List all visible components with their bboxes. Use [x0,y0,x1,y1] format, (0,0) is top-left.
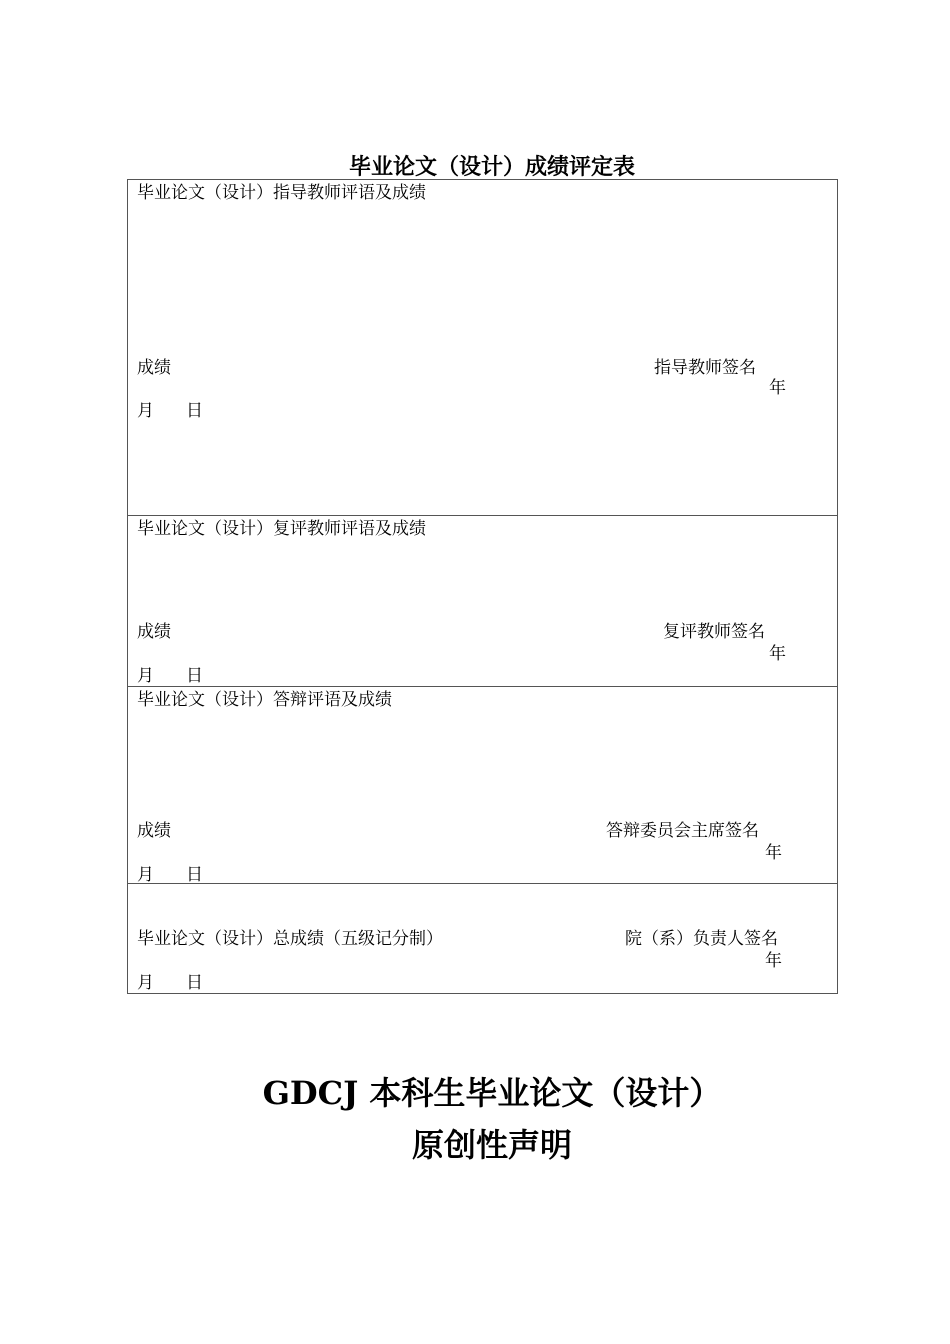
dean-signature-label: 院（系）负责人签名 [625,929,778,949]
total-month-label: 月 [137,973,154,993]
reviewer-grade-label: 成绩 [137,622,171,642]
reviewer-section-heading: 毕业论文（设计）复评教师评语及成绩 [137,519,426,539]
defense-section [128,686,837,884]
defense-year-label: 年 [765,843,782,863]
declaration-title-line2: 原创性声明 [411,1126,572,1164]
total-day-label: 日 [186,973,203,993]
advisor-year-label: 年 [769,378,786,398]
advisor-month-label: 月 [137,401,154,421]
defense-day-label: 日 [186,865,203,885]
total-grade-heading: 毕业论文（设计）总成绩（五级记分制） [137,929,443,949]
total-grade-section [128,883,837,993]
advisor-grade-label: 成绩 [137,358,171,378]
advisor-section [128,180,837,516]
reviewer-year-label: 年 [769,644,786,664]
defense-section-heading: 毕业论文（设计）答辩评语及成绩 [137,690,392,710]
reviewer-signature-label: 复评教师签名 [663,622,765,642]
defense-signature-label: 答辩委员会主席签名 [606,821,759,841]
advisor-day-label: 日 [186,401,203,421]
advisor-signature-label: 指导教师签名 [654,358,756,378]
defense-month-label: 月 [137,865,154,885]
grade-evaluation-table [127,179,838,994]
defense-grade-label: 成绩 [137,821,171,841]
form-title: 毕业论文（设计）成绩评定表 [348,154,635,180]
total-year-label: 年 [765,951,782,971]
reviewer-month-label: 月 [137,666,154,686]
declaration-title-line1: GDCJ 本科生毕业论文（设计） [262,1074,722,1112]
advisor-section-heading: 毕业论文（设计）指导教师评语及成绩 [137,183,426,203]
reviewer-day-label: 日 [186,666,203,686]
reviewer-section [128,515,837,686]
